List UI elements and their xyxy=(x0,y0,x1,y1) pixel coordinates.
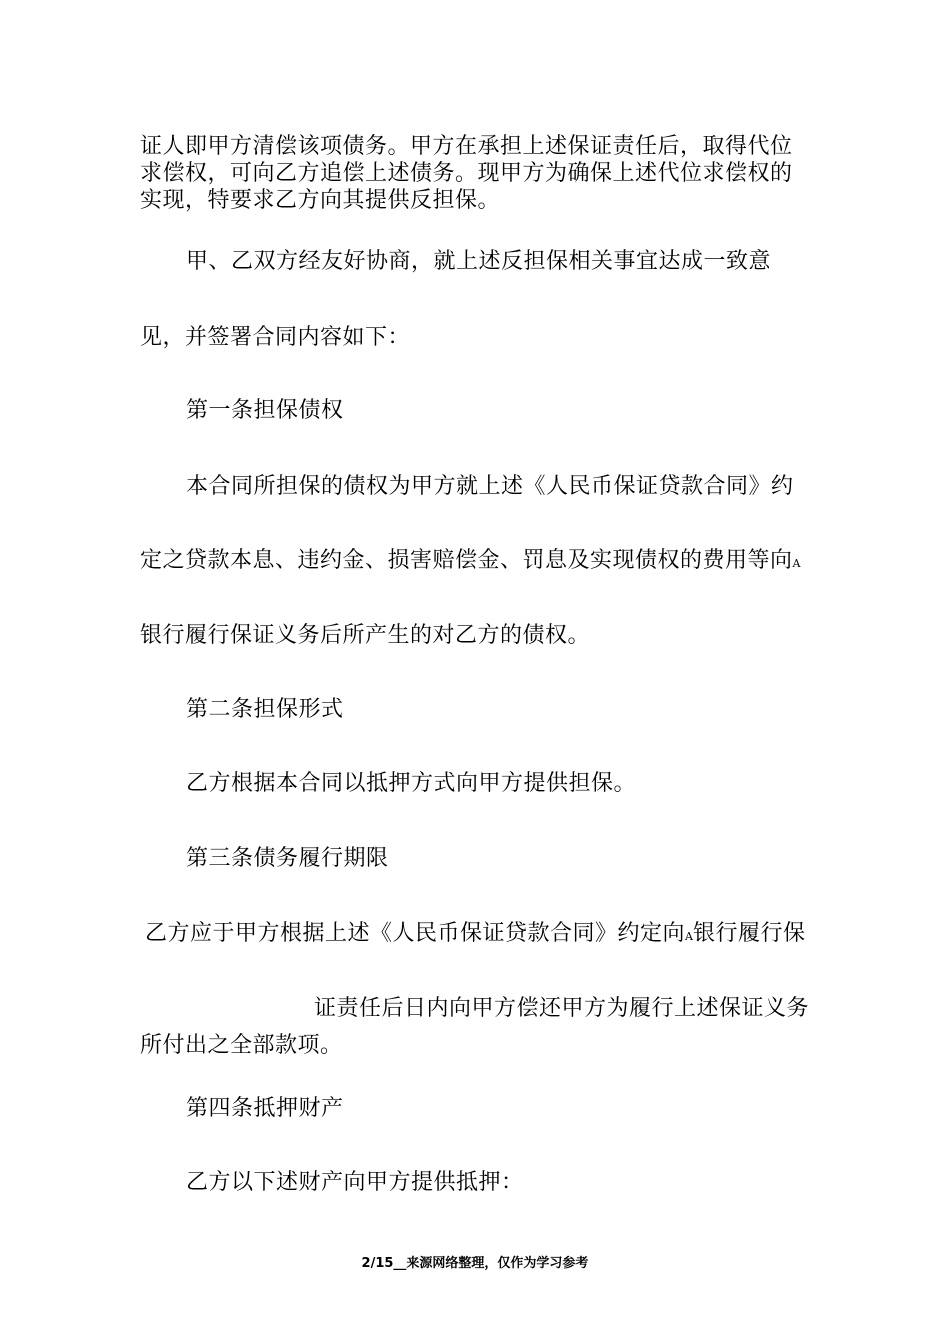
line-text: 乙方应于甲方根据上述《人民币保证贷款合同》约定向 xyxy=(145,921,686,946)
paragraph-line: 乙方根据本合同以抵押方式向甲方提供担保。 xyxy=(186,771,637,796)
section-heading: 第二条担保形式 xyxy=(186,697,344,722)
paragraph-line: 甲、乙双方经友好协商，就上述反担保相关事宜达成一致意 xyxy=(186,249,772,274)
line-text-small: A xyxy=(685,930,693,943)
paragraph-line: 证人即甲方清偿该项债务。甲方在承担上述保证责任后，取得代位 xyxy=(140,134,793,159)
paragraph-line: 乙方以下述财产向甲方提供抵押： xyxy=(186,1170,524,1195)
line-text-small: A xyxy=(792,557,801,570)
page-footer: 2/15__来源网络整理，仅作为学习参考 xyxy=(361,1256,589,1271)
line-text: 银行履行保 xyxy=(692,921,806,946)
paragraph-line: 见，并签署合同内容如下： xyxy=(140,325,411,350)
paragraph-line xyxy=(145,921,805,950)
paragraph-line: 求偿权，可向乙方追偿上述债务。现甲方为确保上述代位求偿权的 xyxy=(140,161,793,186)
paragraph-line: 所付出之全部款项。 xyxy=(140,1033,343,1058)
paragraph-line: 证责任后日内向甲方偿还甲方为履行上述保证义务 xyxy=(314,996,810,1021)
section-heading: 第四条抵押财产 xyxy=(186,1096,344,1121)
paragraph-line xyxy=(140,548,800,577)
section-heading: 第一条担保债权 xyxy=(186,398,344,423)
section-heading: 第三条债务履行期限 xyxy=(186,846,389,871)
paragraph-line: 实现，特要求乙方向其提供反担保。 xyxy=(140,188,501,213)
paragraph-line: 银行履行保证义务后所产生的对乙方的债权。 xyxy=(140,623,591,648)
paragraph-line: 本合同所担保的债权为甲方就上述《人民币保证贷款合同》约 xyxy=(186,474,794,499)
line-text: 定之贷款本息、违约金、损害赔偿金、罚息及实现债权的费用等向 xyxy=(140,548,793,573)
